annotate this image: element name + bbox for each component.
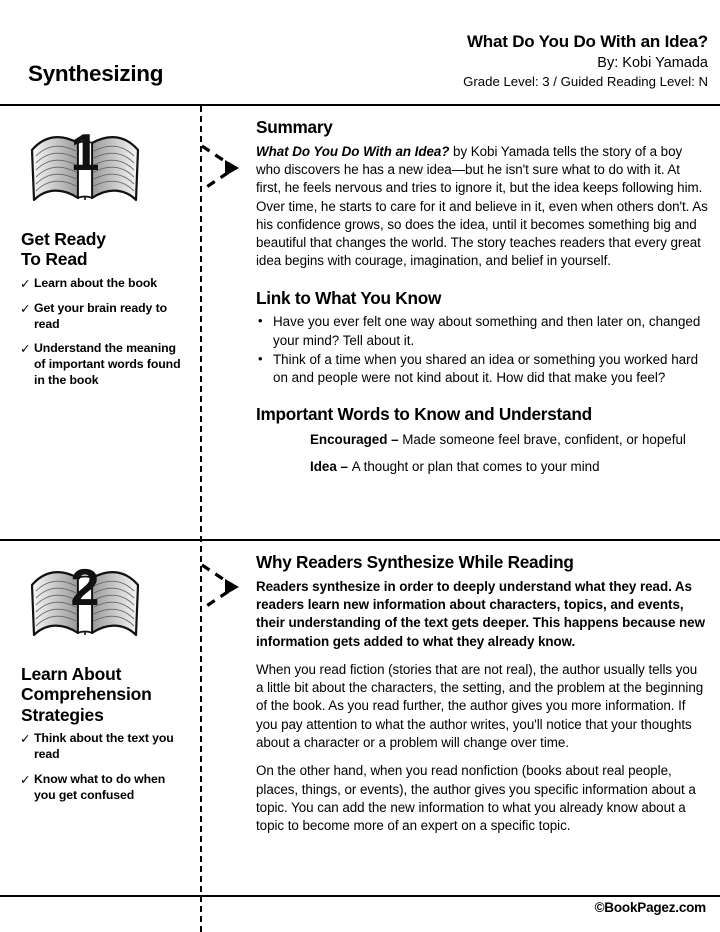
content-section-2 <box>256 541 708 846</box>
check-icon: ✓ <box>20 342 31 357</box>
book-author: By: Kobi Yamada <box>597 54 708 71</box>
sidebar-section-1 <box>0 106 200 398</box>
list-item <box>14 772 186 803</box>
sidebar-heading-1-line2: To Read <box>21 249 88 270</box>
why-intro-paragraph: Readers synthesize in order to deeply understand what they read. As readers learn new information about characters, topics, and events, their understanding of the text gets deeper. This happens because new information gets added to what they already know. <box>256 578 705 649</box>
summary-paragraph <box>256 143 708 271</box>
link-bullet-list <box>256 313 708 387</box>
vocabulary-dash: – <box>336 458 352 474</box>
page-header <box>0 0 720 105</box>
book-title: What Do You Do With an Idea? <box>466 32 708 51</box>
checklist-label: Learn about the book <box>34 275 158 290</box>
checklist-label: Get your brain ready to read <box>34 300 167 331</box>
list-item <box>14 731 186 762</box>
divider-bottom <box>0 895 720 897</box>
heading-important-words: Important Words to Know and Understand <box>256 403 592 424</box>
why-paragraph-2: On the other hand, when you read nonfiction (books about real people, places, things, or events), the author gives you specific information about a topic. You can add the new information to what you already know about a topic to become more of an expert on a specific topic. <box>256 763 696 834</box>
heading-why-readers-synthesize: Why Readers Synthesize While Reading <box>256 552 574 572</box>
vocabulary-definition: A thought or plan that comes to your mind <box>351 458 600 474</box>
check-icon: ✓ <box>20 732 31 747</box>
open-book-icon-1 <box>26 120 144 216</box>
summary-book-title: What Do You Do With an Idea? <box>256 143 450 159</box>
check-icon: ✓ <box>20 276 31 291</box>
vocabulary-definition: Made someone feel brave, confident, or hopeful <box>402 431 686 447</box>
section-learn-about-comprehension-strategies <box>0 541 720 895</box>
sidebar-heading-1-line1: Get Ready <box>21 229 106 249</box>
section-get-ready-to-read <box>0 106 720 539</box>
book-reading-level: Grade Level: 3 / Guided Reading Level: N <box>463 73 708 89</box>
page-footer <box>0 899 720 917</box>
sidebar-heading-2 <box>21 664 186 725</box>
flow-arrow-icon-1 <box>199 138 245 200</box>
sidebar-heading-1 <box>21 229 186 270</box>
list-item <box>14 276 186 292</box>
section-number-1: 1 <box>70 124 100 182</box>
list-item <box>14 301 186 332</box>
sidebar-heading-2-line1: Learn About <box>21 664 122 684</box>
heading-summary: Summary <box>256 117 333 137</box>
list-item: • Think of a time when you shared an idea or something you worked hard on and people were not kind about it. How did that make you feel? <box>256 351 708 387</box>
sidebar-heading-2-line3: Strategies <box>21 704 104 725</box>
content-section-1 <box>256 106 708 485</box>
vocabulary-term: Idea <box>310 458 337 474</box>
strategy-title: Synthesizing <box>28 61 164 86</box>
flow-arrow-icon-2 <box>199 557 245 619</box>
list-item <box>14 341 186 388</box>
list-item: • Have you ever felt one way about something and then later on, changed your mind? Tell about it. <box>256 313 708 349</box>
copyright-label: ©BookPagez.com <box>594 900 706 915</box>
sidebar-heading-2-line2: Comprehension <box>21 684 152 705</box>
list-item <box>310 458 708 476</box>
heading-link-to-what-you-know: Link to What You Know <box>256 287 442 308</box>
why-paragraph-1: When you read fiction (stories that are not real), the author usually tells you a little bit about the characters, the setting, and the problem at the beginning of the book. As you read further, the author gives you more information. If you pay attention to what the author writes, you'll notice that your thoughts about a character or a problem will change over time. <box>256 661 704 751</box>
section-number-2: 2 <box>70 559 100 617</box>
checklist-label: Think about the text you read <box>34 731 174 762</box>
check-icon: ✓ <box>20 772 31 787</box>
checklist-label: Know what to do when you get confused <box>34 771 166 802</box>
checklist-label: Understand the meaning of important words found in the book <box>34 341 181 387</box>
list-item <box>310 431 708 449</box>
book-meta <box>248 32 708 90</box>
checklist-section-1 <box>14 276 186 389</box>
summary-text: by Kobi Yamada tells the story of a boy who discovers he has a new idea—but he isn't sure what to do with it. At first, he feels nervous and tries to ignore it, but the idea keeps following him. Over time, he starts to care for it and believe in it, even when others don't. As his confidence grows, so does the idea, until it becomes something big and beautiful that changes the world. The story teaches readers that every great idea begins with courage, imagination, and belief in yourself. <box>256 143 708 269</box>
vocabulary-dash: – <box>387 431 403 447</box>
sidebar-section-2 <box>0 541 200 812</box>
check-icon: ✓ <box>20 301 31 316</box>
vocabulary-list <box>256 431 708 476</box>
vocabulary-term: Encouraged <box>310 431 388 447</box>
checklist-section-2 <box>14 731 186 803</box>
open-book-icon-2 <box>26 555 144 651</box>
